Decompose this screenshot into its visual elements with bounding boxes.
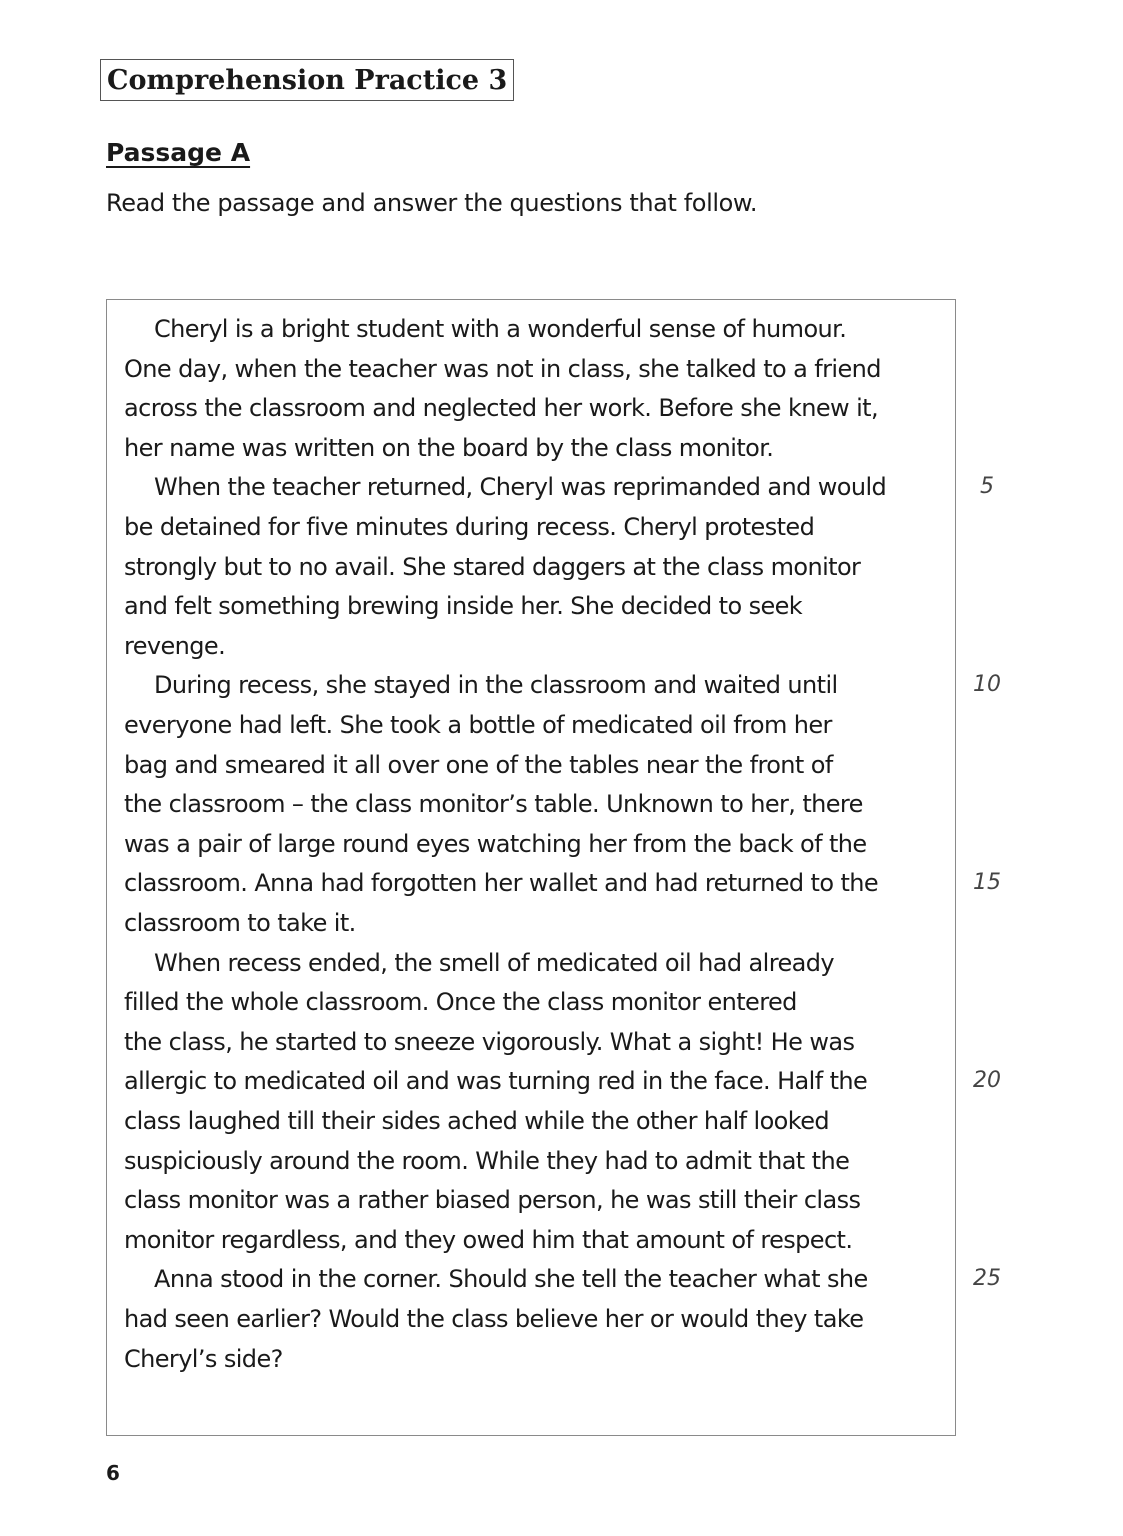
passage-line: filled the whole classroom. Once the class monitor entered — [124, 988, 797, 1017]
passage-line: When the teacher returned, Cheryl was reprimanded and would — [154, 473, 887, 502]
passage-line: suspiciously around the room. While they had to admit that the — [124, 1146, 850, 1175]
passage-line: be detained for five minutes during recess. Cheryl protested — [124, 513, 815, 541]
passage-line: across the classroom and neglected her work. Before she knew it, — [124, 394, 878, 423]
passage-line: bag and smeared it all over one of the tables near the front of — [124, 750, 833, 779]
passage-line: Anna stood in the corner. Should she tell the teacher what she — [154, 1265, 868, 1294]
passage-line: was a pair of large round eyes watching her from the back of the — [124, 829, 867, 858]
passage-heading: Passage A — [106, 138, 251, 167]
passage-line: strongly but to no avail. She stared daggers at the class monitor — [124, 552, 861, 581]
passage-line: everyone had left. She took a bottle of medicated oil from her — [124, 711, 832, 739]
passage-line: When recess ended, the smell of medicated oil had already — [154, 948, 834, 977]
passage-line: had seen earlier? Would the class believe her or would they take — [124, 1305, 864, 1333]
passage-line: classroom. Anna had forgotten her wallet and had returned to the — [124, 869, 879, 898]
passage-line: class monitor was a rather biased person, he was still their class — [124, 1186, 861, 1215]
passage-line: her name was written on the board by the class monitor. — [124, 433, 774, 462]
line-number: 10 — [973, 672, 1001, 698]
line-number: 20 — [973, 1068, 1001, 1094]
passage-line: One day, when the teacher was not in class, she talked to a friend — [124, 354, 881, 383]
line-number: 5 — [980, 474, 994, 500]
passage-line: monitor regardless, and they owed him that amount of respect. — [124, 1225, 853, 1254]
passage-line: revenge. — [124, 631, 226, 660]
passage-line: and felt something brewing inside her. She decided to seek — [124, 592, 803, 621]
passage-line: allergic to medicated oil and was turning red in the face. Half the — [124, 1067, 868, 1096]
page-number: 6 — [106, 1461, 120, 1485]
passage-line: classroom to take it. — [124, 909, 356, 937]
passage-line: the classroom – the class monitor’s table. Unknown to her, there — [124, 790, 863, 819]
passage-line: During recess, she stayed in the classroom and waited until — [154, 671, 838, 700]
passage-line: Cheryl’s side? — [124, 1344, 283, 1373]
line-number: 15 — [973, 870, 1001, 896]
practice-title-box — [100, 59, 514, 101]
passage-line: the class, he started to sneeze vigorously. What a sight! He was — [124, 1027, 855, 1056]
instruction-text: Read the passage and answer the questions that follow. — [106, 189, 758, 217]
line-number: 25 — [973, 1266, 1001, 1292]
passage-line: Cheryl is a bright student with a wonderful sense of humour. — [154, 315, 847, 343]
practice-title: Comprehension Practice 3 — [107, 64, 508, 96]
passage-line: class laughed till their sides ached while the other half looked — [124, 1107, 830, 1135]
